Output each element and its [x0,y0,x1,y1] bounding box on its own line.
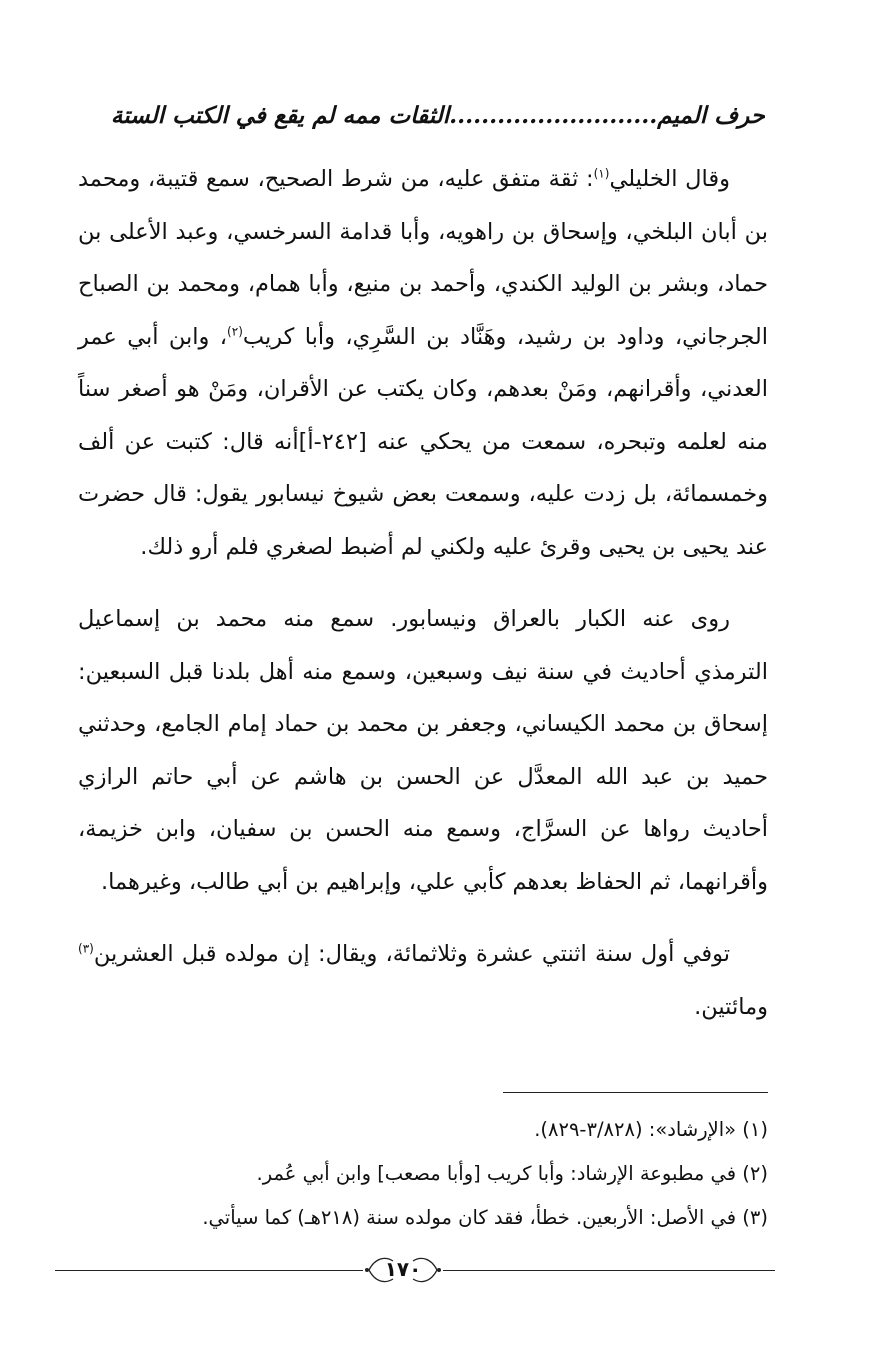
paragraph-1-middle: : ثقة متفق عليه، من شرط الصحيح، سمع قتيبة، ومحمد بن أبان البلخي، وإسحاق بن راهويه، وأبا قدامة السرخسي، وعبد الأعلى بن حماد، وبشر بن الوليد الكندي، وأحمد بن منيع، وأبا همام، ومحمد بن الصباح الجرجاني، وداود بن رشيد، وهَنَّاد بن السَّرِي، وأبا كريب [78,166,769,350]
paragraph-1 [78,153,768,573]
footnote-3: (٣) في الأصل: الأربعين. خطأ، فقد كان مولده سنة (٢١٨هـ) كما سيأتي. [202,1206,768,1229]
paragraph-1-closing: ، وابن أبي عمر العدني، وأقرانهم، ومَنْ بعدهم، وكان يكتب عن الأقران، ومَنْ هو أصغر سناً منه لعلمه وتبحره، سمعت من يحكي عنه [٢٤٢-أ]أنه قال: كتبت عن ألف وخمسمائة، بل زدت عليه، وسمعت بعض شيوخ نيسابور يقول: قال حضرت عند يحيى بن يحيى وقرئ عليه ولكني لم أضبط لصغري فلم أرو ذلك. [78,323,768,560]
footnote-separator [503,1092,768,1093]
footnote-2: (٢) في مطبوعة الإرشاد: وأبا كريب [وأبا مصعب] وابن أبي عُمر. [256,1162,768,1185]
main-text [78,153,768,1033]
page-footer [55,1252,775,1288]
footer-rule-right [443,1270,775,1271]
paragraph-3 [78,928,768,1033]
footnote-mark-3: (٣) [78,941,94,956]
footnote-mark-2: (٢) [227,324,243,338]
footnotes [78,1108,768,1240]
running-head [100,96,765,136]
footnote-mark-1: (١) [593,166,610,181]
paragraph-1-opening: وقال الخليلي [609,166,730,192]
paragraph-3-closing: ومائتين. [694,993,768,1020]
page-number: ١٧٠ [384,1257,422,1281]
footnote-1: (١) «الإرشاد»: (٣/٨٢٨-٨٢٩). [534,1118,768,1141]
footer-rule-left [55,1270,363,1271]
paragraph-2: روى عنه الكبار بالعراق ونيسابور. سمع منه محمد بن إسماعيل الترمذي أحاديث في سنة نيف وسبعين، وسمع منه أهل بلدنا قبل السبعين: إسحاق بن محمد الكيساني، وجعفر بن محمد بن حماد إمام الجامع، وحدثني حميد بن عبد الله المعدَّل عن الحسن بن هاشم عن أبي حاتم الرازي أحاديث رواها عن السرَّاج، وسمع منه الحسن بن سفيان، وابن خزيمة، وأقرانهما، ثم الحفاظ بعدهم كأبي علي، وإبراهيم بن أبي طالب، وغيرهما. [78,606,768,895]
paragraph-3-opening: توفي أول سنة اثنتي عشرة وثلاثمائة، ويقال: إن مولده قبل العشرين [93,941,730,967]
running-head-text: حرف الميم..........................الثقات ممه لم يقع في الكتب الستة [110,102,765,129]
